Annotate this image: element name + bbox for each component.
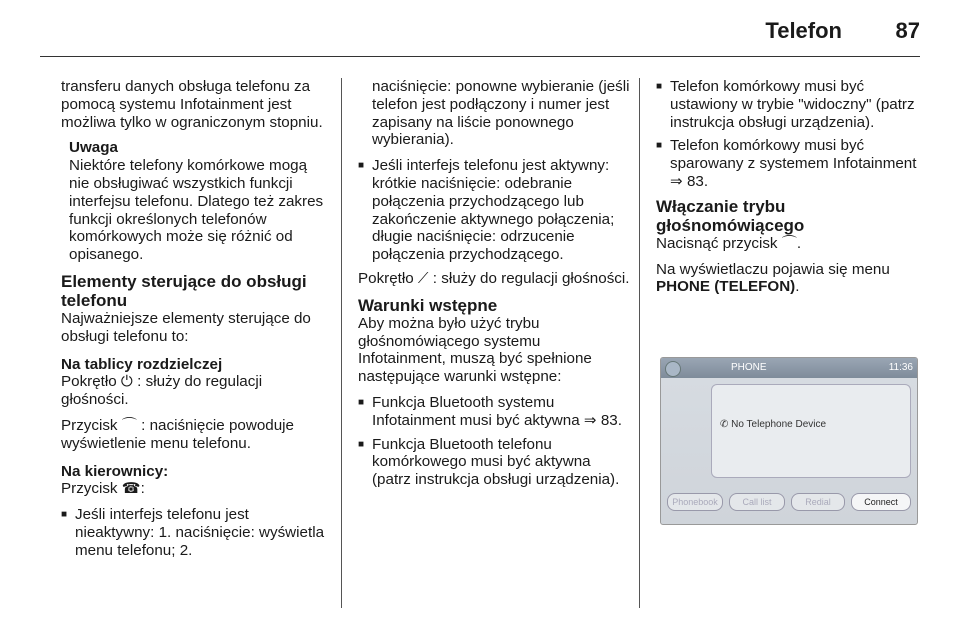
- note-box: [69, 139, 329, 264]
- list-item: ■ Funkcja Bluetooth telefonu komórkowego musi być aktywna (patrz instrukcja obsługi urządzenia).: [358, 436, 630, 489]
- column-3: [656, 78, 926, 304]
- menu-text: Na wyświetlaczu pojawia się menu: [656, 260, 890, 278]
- globe-icon: [665, 361, 681, 377]
- device-label: No Telephone Device: [731, 419, 827, 430]
- connect-button[interactable]: Connect: [851, 493, 911, 511]
- heading-controls: Elementy sterujące do obsługi telefonu: [61, 271, 307, 310]
- screen-clock: 11:36: [888, 362, 913, 373]
- column-divider: [341, 78, 342, 608]
- paragraph: [656, 261, 926, 297]
- screen-buttons: [667, 493, 911, 511]
- bullet-list: [358, 157, 630, 264]
- device-panel: [711, 384, 911, 478]
- note-title: Uwaga: [69, 139, 118, 157]
- heading-prerequisites: Warunki wstępne: [358, 295, 498, 315]
- column-2: [358, 78, 630, 495]
- paragraph: naciśnięcie: ponowne wybieranie (jeśli telefon jest podłączony i numer jest zapisany na liście ponownego wybierania).: [372, 78, 630, 149]
- subheading-steering-wheel: Na kierownicy:: [61, 462, 169, 480]
- paragraph: Przycisk ☎:: [61, 480, 145, 498]
- paragraph: transferu danych obsługa telefonu za pomocą systemu Infotainment jest możliwa tylko w ograniczonym stopniu.: [61, 78, 323, 131]
- paragraph: Nacisnąć przycisk ⌒.: [656, 234, 802, 252]
- menu-name: PHONE (TELEFON): [656, 278, 796, 296]
- subheading-dashboard: Na tablicy rozdzielczej: [61, 355, 223, 373]
- paragraph: Najważniejsze elementy sterujące do obsługi telefonu to:: [61, 309, 311, 345]
- list-item: ■ Funkcja Bluetooth systemu Infotainment musi być aktywna ⇒ 83.: [358, 394, 630, 430]
- phonebook-button[interactable]: Phonebook: [667, 493, 723, 511]
- paragraph: Przycisk ⌒ : naciśnięcie powoduje wyświetlenie menu telefonu.: [61, 416, 294, 452]
- bullet-list: [358, 394, 630, 489]
- list-item: ■ Telefon komórkowy musi być ustawiony w trybie "widoczny" (patrz instrukcja obsługi urządzenia).: [656, 78, 926, 131]
- paragraph: Aby można było użyć trybu głośnomówiącego systemu Infotainment, muszą być spełnione następujące warunki wstępne:: [358, 314, 592, 386]
- redial-button[interactable]: Redial: [791, 493, 845, 511]
- screen-title: PHONE: [731, 362, 767, 373]
- heading-handsfree: Włączanie trybu głośnomówiącego: [656, 196, 805, 235]
- note-text: Niektóre telefony komórkowe mogą nie obsługiwać wszystkich funkcji interfejsu telefonu. Dlatego też zakres funkcji określonych telefonów komórkowych może się różnić od opisanego.: [69, 157, 324, 264]
- list-item: ■ Jeśli interfejs telefonu jest nieaktywny: 1. naciśnięcie: wyświetla menu telefonu; 2.: [61, 506, 329, 559]
- bullet-list: [61, 506, 329, 559]
- screen-title-bar: [661, 358, 917, 378]
- phone-icon: ✆: [720, 419, 732, 430]
- header-rule: [40, 56, 920, 57]
- column-1: [61, 78, 329, 566]
- phone-menu-screenshot: [660, 357, 918, 525]
- punctuation: .: [795, 278, 800, 296]
- page-number: 87: [895, 18, 920, 43]
- page-header-title: Telefon: [765, 18, 842, 43]
- paragraph: Pokrętło ⏻ : służy do regulacji głośności.: [61, 373, 263, 409]
- list-item: ■ Jeśli interfejs telefonu jest aktywny: krótkie naciśnięcie: odebranie połączenia przychodzącego lub zakończenie aktywnego połączenia; długie naciśnięcie: odrzucenie połączenia przychodzącego.: [358, 157, 630, 264]
- column-divider: [639, 78, 640, 608]
- bullet-list: [656, 78, 926, 191]
- paragraph: Pokrętło ⟋ : służy do regulacji głośności.: [358, 269, 630, 287]
- device-row: [720, 419, 826, 430]
- list-item: ■ Telefon komórkowy musi być sparowany z systemem Infotainment ⇒ 83.: [656, 137, 926, 190]
- call-list-button[interactable]: Call list: [729, 493, 785, 511]
